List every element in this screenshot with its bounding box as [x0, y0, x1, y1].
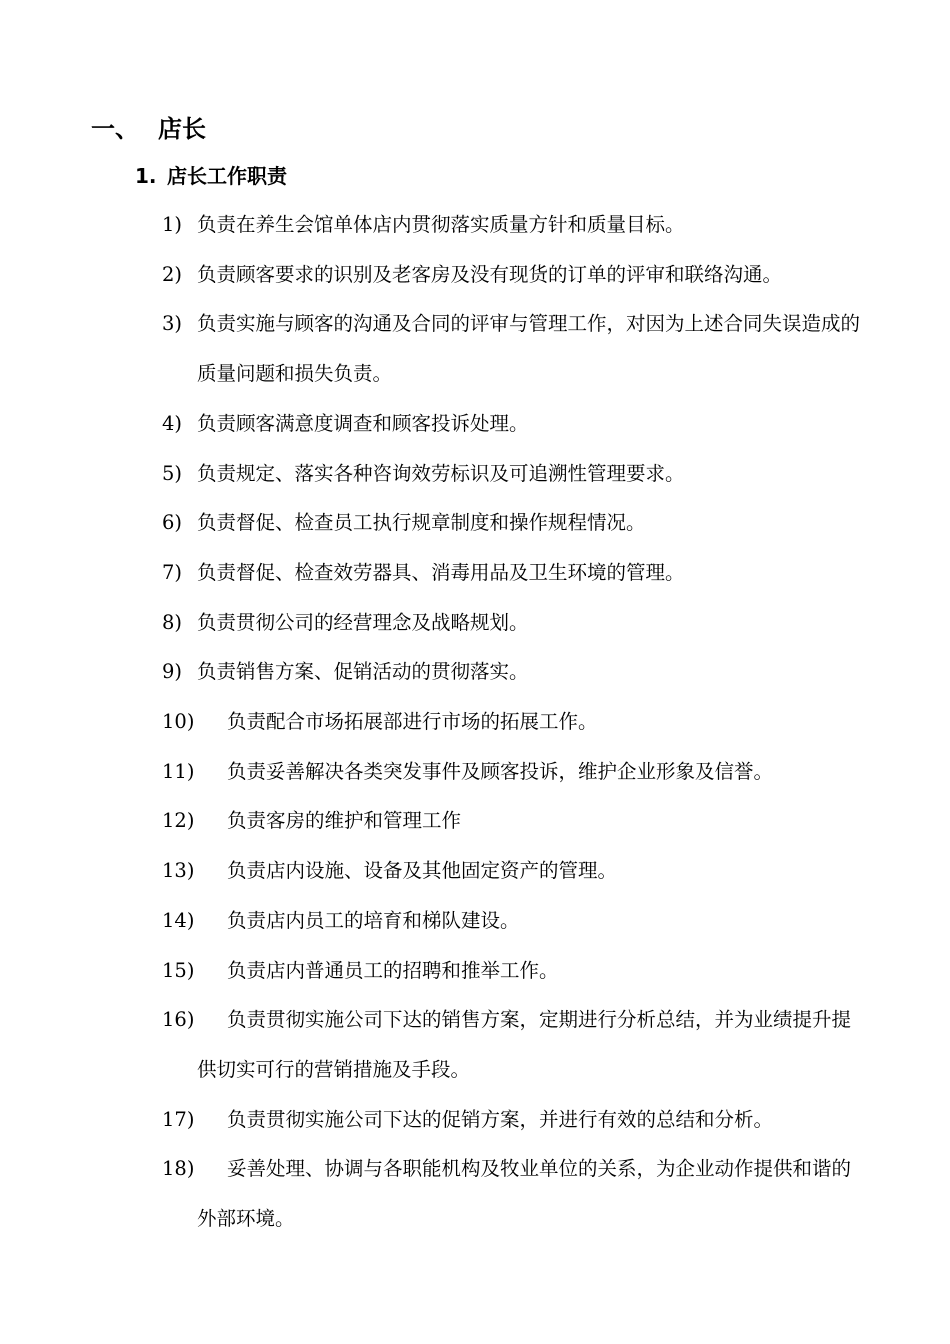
list-item: [0, 1095, 950, 1145]
list-item: [0, 846, 950, 896]
list-item: [0, 399, 950, 449]
list-item-number: 6): [162, 511, 183, 535]
list-item: [0, 498, 950, 548]
list-item: [0, 946, 950, 996]
list-item-number: 13): [162, 859, 195, 883]
duty-list: [0, 200, 950, 1244]
list-item-number: 3): [162, 312, 183, 336]
list-item: [0, 896, 950, 946]
section-heading: [91, 109, 206, 144]
list-item-number: 7): [162, 560, 183, 584]
list-item: [0, 647, 950, 697]
list-item-number: 17): [162, 1107, 195, 1131]
list-item-text: 负责实施与顾客的沟通及合同的评审与管理工作，对因为上述合同失误造成的质量问题和损失负责。: [197, 312, 861, 386]
list-item-number: 8): [162, 610, 183, 634]
list-item: [0, 548, 950, 598]
section-number: 一、: [91, 115, 139, 143]
list-item-text: 负责顾客满意度调查和顾客投诉处理。: [197, 411, 529, 435]
list-item: [0, 598, 950, 648]
list-item-text: 负责贯彻实施公司下达的促销方案，并进行有效的总结和分析。: [227, 1107, 774, 1131]
subsection-title: 店长工作职责: [167, 164, 287, 188]
list-item-text: 负责贯彻实施公司下达的销售方案，定期进行分析总结，并为业绩提升提供切实可行的营销措施及手段。: [197, 1008, 852, 1081]
list-item: [0, 796, 950, 846]
list-item-text: 负责督促、检查效劳器具、消毒用品及卫生环境的管理。: [197, 560, 685, 584]
list-item-text: 负责店内普通员工的招聘和推举工作。: [227, 958, 559, 982]
list-item-number: 16): [162, 1008, 195, 1032]
list-item: [0, 200, 950, 250]
subsection-number: 1.: [135, 164, 157, 188]
list-item-text: 负责督促、检查员工执行规章制度和操作规程情况。: [197, 511, 646, 535]
list-item-text: 负责贯彻公司的经营理念及战略规划。: [197, 610, 529, 634]
list-item-text: 负责在养生会馆单体店内贯彻落实质量方针和质量目标。: [197, 213, 685, 236]
list-item: [0, 299, 950, 398]
list-item-text: 负责顾客要求的识别及老客房及没有现货的订单的评审和联络沟通。: [197, 262, 783, 286]
list-item-text: 负责客房的维护和管理工作: [227, 809, 462, 833]
list-item-number: 1): [162, 213, 183, 236]
list-item-number: 11): [162, 759, 195, 783]
list-item-number: 5): [162, 461, 183, 485]
list-item-text: 负责规定、落实各种咨询效劳标识及可追溯性管理要求。: [197, 461, 685, 485]
list-item: [0, 449, 950, 499]
subsection-heading: [135, 160, 287, 189]
list-item-number: 9): [162, 660, 183, 684]
list-item: [0, 1144, 950, 1243]
list-item: [0, 747, 950, 797]
list-item-number: 12): [162, 809, 195, 833]
list-item-text: 负责配合市场拓展部进行市场的拓展工作。: [227, 710, 598, 734]
list-item-text: 妥善处理、协调与各职能机构及牧业单位的关系，为企业动作提供和谐的外部环境。: [197, 1157, 852, 1231]
list-item: [0, 250, 950, 300]
list-item-number: 15): [162, 958, 195, 982]
list-item: [0, 995, 950, 1094]
list-item-number: 18): [162, 1157, 195, 1181]
list-item-number: 14): [162, 908, 195, 932]
list-item-number: 2): [162, 262, 183, 286]
list-item-text: 负责妥善解决各类突发事件及顾客投诉，维护企业形象及信誉。: [227, 759, 774, 783]
list-item-text: 负责销售方案、促销活动的贯彻落实。: [197, 660, 529, 684]
section-title: 店长: [158, 115, 206, 143]
list-item-text: 负责店内员工的培育和梯队建设。: [227, 908, 520, 932]
list-item-text: 负责店内设施、设备及其他固定资产的管理。: [227, 859, 618, 883]
list-item: [0, 697, 950, 747]
list-item-number: 10): [162, 710, 195, 734]
list-item-number: 4): [162, 411, 183, 435]
